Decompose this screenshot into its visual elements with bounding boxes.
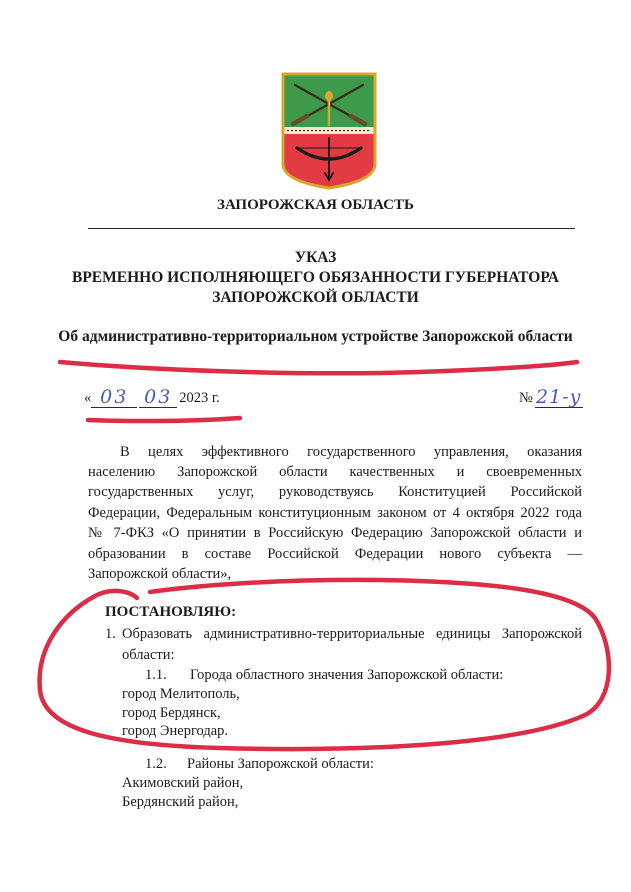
- decree-issuer-line1: ВРЕМЕННО ИСПОЛНЯЮЩЕГО ОБЯЗАННОСТИ ГУБЕРНАТОРА: [72, 269, 559, 286]
- preamble-line: Запорожской области»,: [88, 566, 232, 582]
- city-entry: город Мелитополь,: [122, 686, 240, 702]
- district-entry: Бердянский район,: [122, 794, 239, 810]
- item-1-1-number: 1.1.: [145, 667, 167, 683]
- resolution-heading: ПОСТАНОВЛЯЮ:: [105, 604, 237, 620]
- decree-type-title: УКАЗ: [294, 249, 337, 266]
- preamble-line: В целях эффективного государственного управления, оказания: [120, 444, 582, 460]
- item-1-text: Образовать административно-территориальные единицы Запорожской: [122, 626, 582, 642]
- preamble-line: государственных услуг, руководствуясь Конституцией Российской: [88, 484, 582, 500]
- date-open-quote: «: [84, 390, 92, 406]
- preamble-line: № 7-ФКЗ «О принятии в Российскую Федерацию Запорожской области и: [88, 525, 582, 541]
- date-day-handwritten: 03: [91, 387, 137, 408]
- preamble-line: населению Запорожской области качественных и своевременных: [88, 464, 582, 480]
- district-entry: Акимовский район,: [122, 775, 244, 791]
- coat-of-arms-icon: [279, 70, 379, 192]
- item-1-1-title: Города областного значения Запорожской области:: [190, 667, 504, 683]
- item-1-text-continued: области:: [122, 647, 175, 663]
- date-year: 2023 г.: [179, 390, 220, 406]
- region-heading: ЗАПОРОЖСКАЯ ОБЛАСТЬ: [217, 197, 414, 213]
- preamble-line: образовании в составе Российской Федерации нового субъекта —: [88, 546, 582, 562]
- header-divider: [88, 228, 575, 229]
- number-sign: №: [519, 390, 533, 406]
- decree-number: [519, 387, 583, 408]
- item-1-number: 1.: [105, 626, 116, 642]
- item-1-2-title: Районы Запорожской области:: [187, 756, 374, 772]
- item-1-2-number: 1.2.: [145, 756, 167, 772]
- red-underline-subject: [60, 362, 577, 373]
- city-entry: город Бердянск,: [122, 705, 221, 721]
- number-value-handwritten: 21-у: [536, 386, 582, 408]
- decree-subject: Об административно-территориальном устройстве Запорожской области: [58, 328, 573, 345]
- decree-date: [84, 387, 220, 408]
- date-month-handwritten: 03: [139, 387, 177, 408]
- preamble-line: Федерации, Федеральным конституционным законом от 4 октября 2022 года: [88, 505, 582, 521]
- decree-issuer-line2: ЗАПОРОЖСКОЙ ОБЛАСТИ: [212, 289, 419, 306]
- city-entry: город Энергодар.: [122, 723, 229, 739]
- red-underline-date: [88, 418, 240, 421]
